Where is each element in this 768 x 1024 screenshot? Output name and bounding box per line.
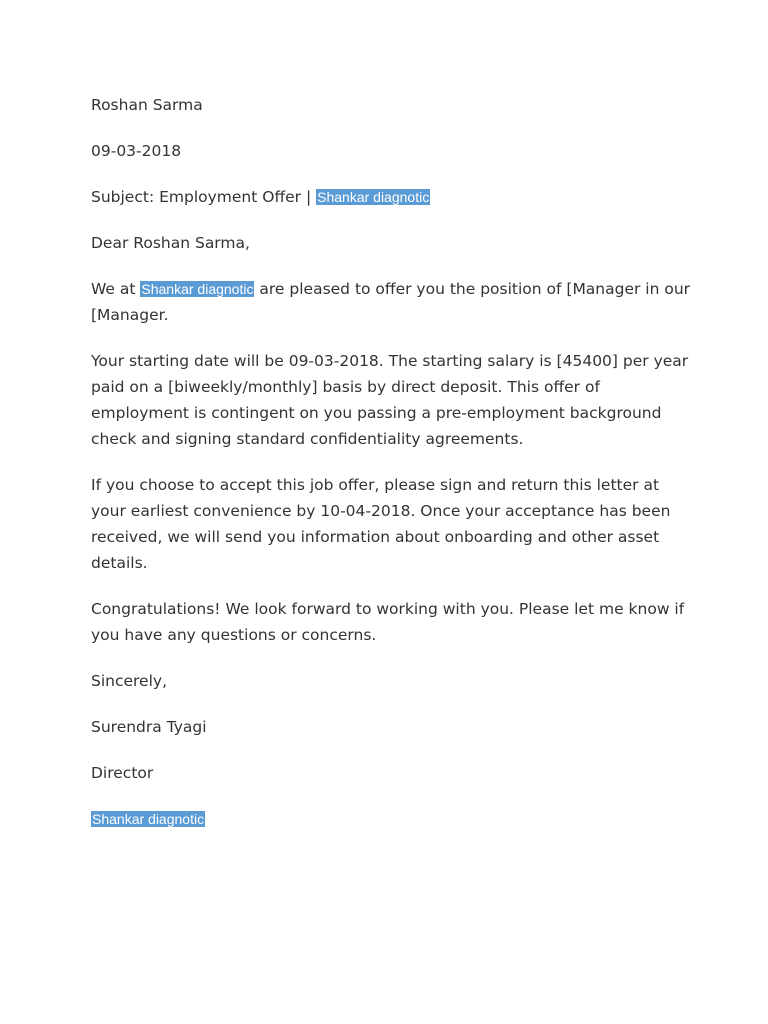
paragraph-acceptance: If you choose to accept this job offer, please sign and return this letter at your earliest convenience by 10-04-2018. Once your acceptance has been received, we will send you information about onboarding and other asset details. — [91, 476, 671, 572]
offer-letter — [91, 92, 691, 852]
subject-prefix: Subject: Employment Offer | — [91, 188, 317, 206]
paragraph-offer-start: We at — [91, 280, 141, 298]
paragraph-offer-end: are pleased to offer you the position of [Manager in our [Manager. — [91, 280, 691, 324]
company-highlight: Shankar diagnotic — [141, 281, 254, 297]
company-highlight: Shankar diagnotic — [317, 189, 430, 205]
paragraph-offer — [91, 276, 691, 328]
greeting: Dear Roshan Sarma, — [91, 234, 250, 252]
sender-company-highlight: Shankar diagnotic — [92, 811, 205, 827]
recipient-name: Roshan Sarma — [91, 96, 203, 114]
sender-name: Surendra Tyagi — [91, 718, 207, 736]
closing: Sincerely, — [91, 672, 168, 690]
sender-company-line — [91, 806, 691, 832]
paragraph-congratulations: Congratulations! We look forward to working with you. Please let me know if you have any questions or concerns. — [91, 600, 685, 644]
paragraph-salary: Your starting date will be 09-03-2018. The starting salary is [45400] per year paid on a [biweekly/monthly] basis by direct deposit. This offer of employment is contingent on you passing a pre-employment background check and signing standard confidentiality agreements. — [91, 352, 689, 448]
letter-date: 09-03-2018 — [91, 142, 182, 160]
sender-title: Director — [91, 764, 154, 782]
subject-line — [91, 184, 691, 210]
